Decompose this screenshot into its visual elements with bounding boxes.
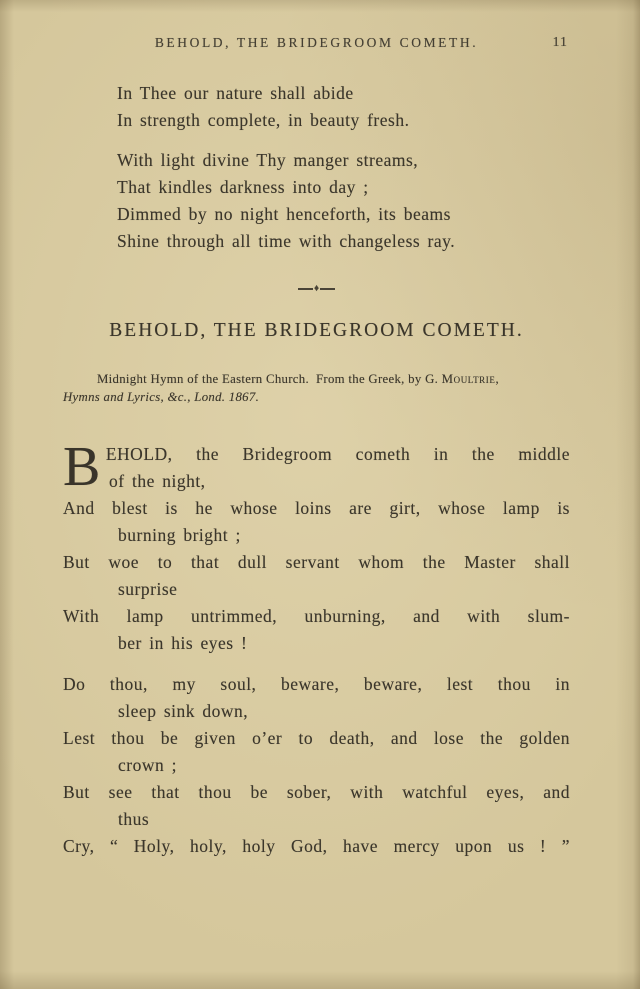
hymn-line: Cry, “ Holy, holy, holy God, have mercy upon us ! ”	[63, 836, 570, 856]
hymn-attribution	[63, 371, 570, 406]
attribution-text: Midnight Hymn of the Eastern Church. From the Greek, by G.	[97, 372, 442, 386]
drop-cap: B	[63, 436, 101, 498]
hymn-stanza	[63, 671, 570, 860]
page-number: 11	[552, 35, 568, 50]
running-title: BEHOLD, THE BRIDEGROOM COMETH.	[154, 35, 479, 50]
prev-hymn-stanza	[117, 80, 570, 134]
hymn-body	[63, 436, 570, 860]
hymn-line: And blest is he whose loins are girt, whose lamp is	[63, 498, 570, 518]
verse-line: In strength complete, in beauty fresh.	[117, 110, 410, 130]
verse-line: Dimmed by no night henceforth, its beams	[117, 204, 451, 224]
divider-rule	[298, 288, 313, 289]
verse-line: Shine through all time with changeless ray.	[117, 231, 456, 251]
hymn-line: With lamp untrimmed, unburning, and with slum-	[63, 606, 570, 626]
hymn-title: BEHOLD, THE BRIDEGROOM COMETH.	[109, 320, 524, 341]
hymn-line: Do thou, my soul, beware, beware, lest thou in	[63, 674, 570, 694]
hymn-line: ber in his eyes !	[118, 633, 248, 653]
hymn-line: Lest thou be given o’er to death, and lose the golden	[63, 728, 570, 748]
verse-line: With light divine Thy manger streams,	[117, 150, 419, 170]
hymn-line: crown ;	[118, 755, 177, 775]
verse-line: In Thee our nature shall abide	[117, 83, 354, 103]
attribution-author: Moultrie,	[441, 372, 500, 386]
hymn-line: thus	[118, 809, 150, 829]
hymn-line: But see that thou be sober, with watchful eyes, and	[63, 782, 570, 802]
section-divider	[63, 282, 570, 296]
hymn-line: surprise	[118, 579, 178, 599]
attribution-line	[63, 371, 570, 389]
divider-rule	[320, 288, 335, 289]
hymn-line: of the night,	[109, 471, 206, 491]
hymn-line: sleep sink down,	[118, 701, 249, 721]
hymn-line: burning bright ;	[118, 525, 241, 545]
verse-line: That kindles darkness into day ;	[117, 177, 369, 197]
hymn-stanza	[63, 436, 570, 657]
attribution-source: Hymns and Lyrics, &c., Lond. 1867.	[63, 389, 260, 404]
hymn-line: EHOLD, the Bridegroom cometh in the middle	[105, 444, 570, 464]
page-header	[63, 33, 570, 53]
hymn-line: But woe to that dull servant whom the Master shall	[63, 552, 570, 572]
diamond-icon: ♦	[313, 283, 320, 294]
prev-hymn-stanza	[117, 147, 570, 255]
